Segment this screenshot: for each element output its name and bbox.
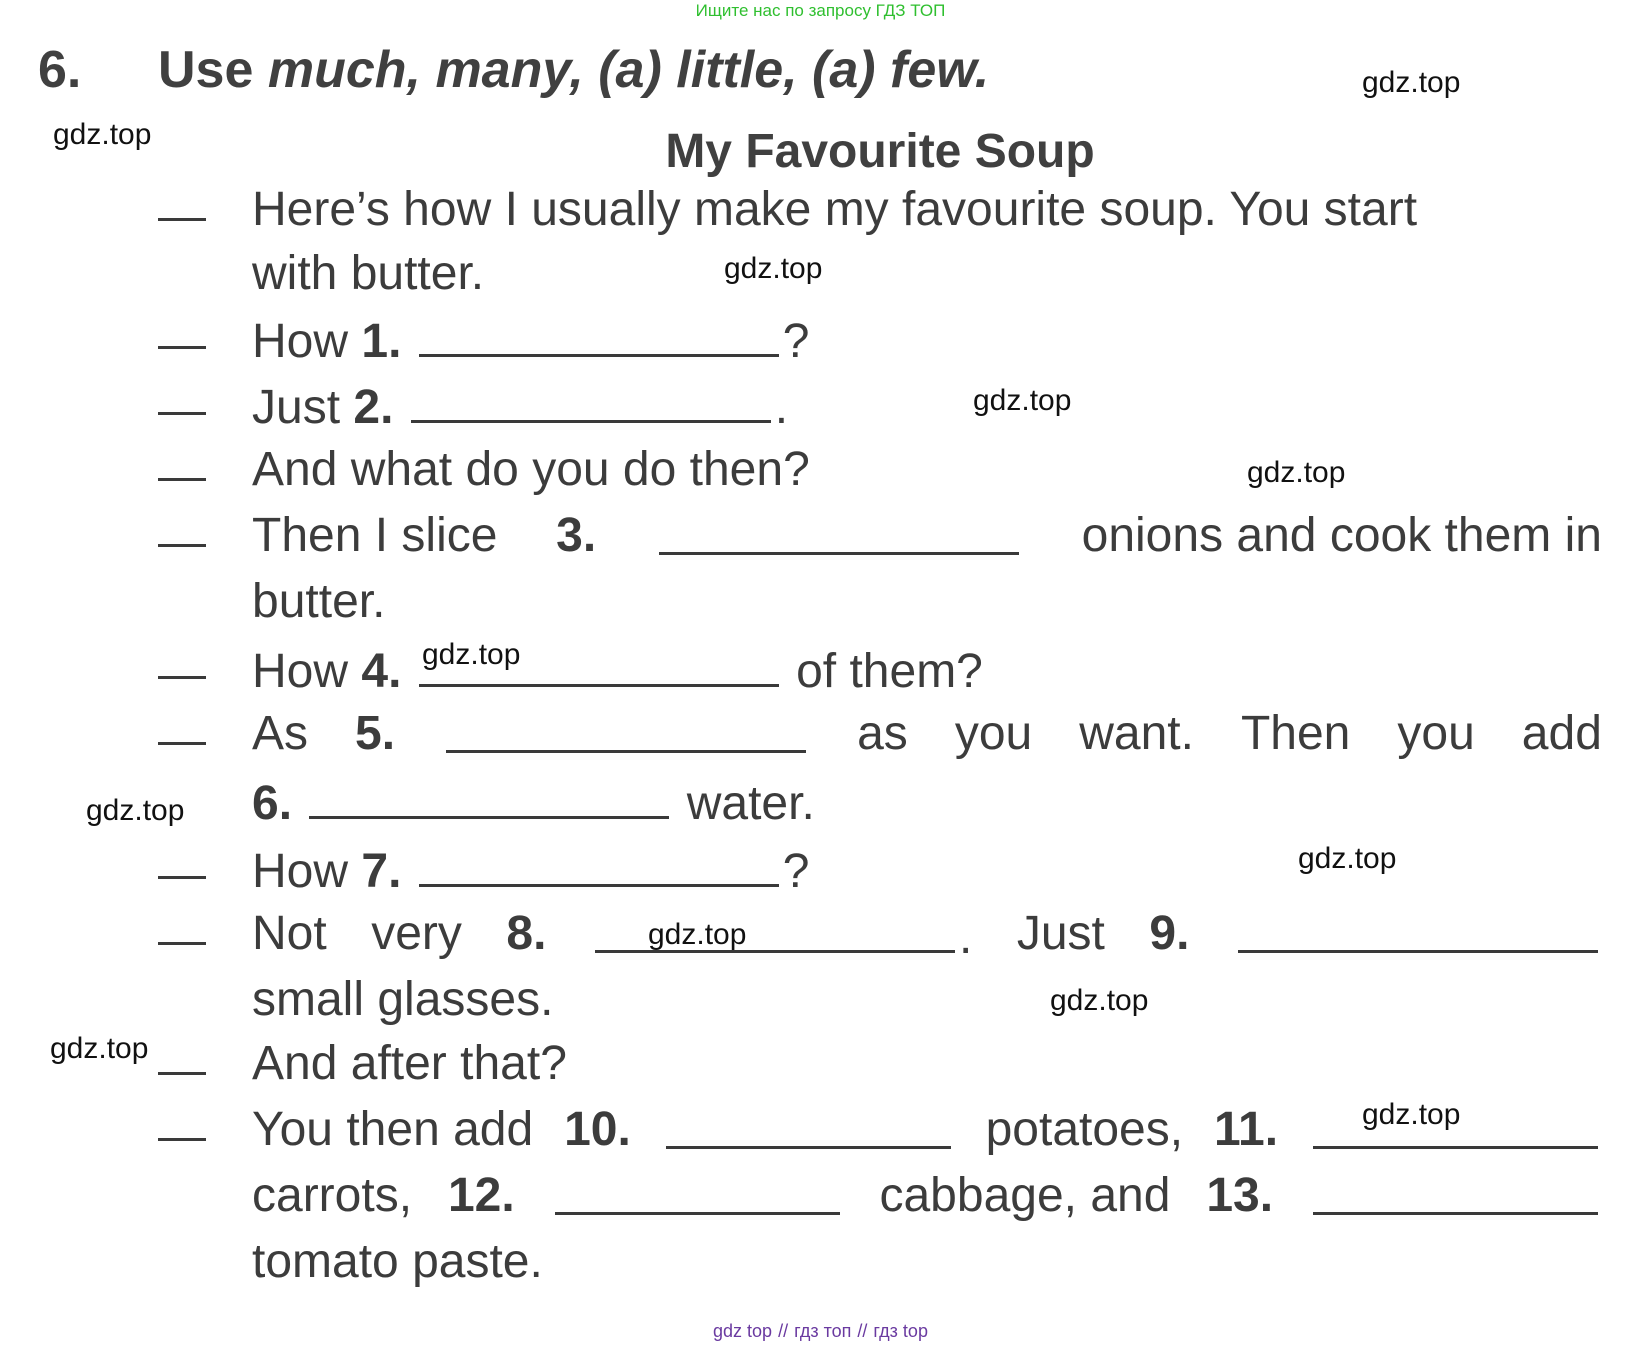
answer-blank[interactable] bbox=[659, 508, 1019, 555]
watermark: gdz.top bbox=[1298, 842, 1397, 875]
task-title-plain: Use bbox=[158, 41, 254, 99]
watermark: gdz.top bbox=[53, 118, 152, 151]
dialogue-line: And after that? bbox=[252, 1037, 567, 1090]
dash bbox=[158, 742, 206, 745]
text: add bbox=[1521, 707, 1602, 760]
dialogue-line: butter. bbox=[252, 575, 386, 628]
dash bbox=[158, 1072, 206, 1075]
dialogue-line bbox=[252, 906, 1602, 965]
text: How bbox=[252, 845, 349, 898]
text: you bbox=[1397, 707, 1475, 760]
dialogue-line: with butter. bbox=[252, 247, 485, 300]
blank-number: 4. bbox=[361, 645, 402, 698]
story-title: My Favourite Soup bbox=[665, 125, 1095, 178]
text: carrots, bbox=[252, 1169, 413, 1222]
task-title-italic: much, many, (a) little, (a) few. bbox=[267, 41, 990, 99]
dash bbox=[158, 942, 206, 945]
text: of them? bbox=[796, 645, 983, 698]
text: How bbox=[252, 315, 349, 368]
watermark: gdz.top bbox=[724, 252, 823, 285]
dialogue-line bbox=[252, 508, 1602, 563]
answer-blank[interactable] bbox=[1238, 906, 1598, 953]
answer-blank[interactable] bbox=[309, 772, 669, 819]
top-banner: Ищите нас по запросу ГДЗ ТОП bbox=[695, 1, 946, 20]
dash bbox=[158, 478, 206, 481]
text: very bbox=[371, 907, 462, 960]
footer-text: gdz top bbox=[713, 1321, 773, 1341]
dash bbox=[158, 1138, 206, 1141]
text: Just bbox=[1016, 907, 1105, 960]
answer-blank[interactable] bbox=[666, 1102, 951, 1149]
dialogue-line: Here’s how I usually make my favourite soup. You start bbox=[252, 183, 1418, 236]
text: Then I slice bbox=[252, 509, 498, 562]
text: as bbox=[857, 707, 908, 760]
text: How bbox=[252, 645, 349, 698]
text: You then add bbox=[252, 1103, 534, 1156]
dialogue-line: small glasses. bbox=[252, 973, 554, 1026]
text: . bbox=[958, 911, 973, 964]
watermark: gdz.top bbox=[1247, 456, 1346, 489]
dash bbox=[158, 412, 206, 415]
watermark: gdz.top bbox=[1050, 984, 1149, 1017]
watermark: gdz.top bbox=[973, 384, 1072, 417]
answer-blank[interactable] bbox=[1313, 1168, 1598, 1215]
watermark: gdz.top bbox=[50, 1032, 149, 1065]
footer-separator: // bbox=[778, 1321, 789, 1341]
text: potatoes, bbox=[985, 1103, 1184, 1156]
text: want. bbox=[1079, 707, 1194, 760]
blank-number: 8. bbox=[506, 907, 547, 960]
footer bbox=[0, 1321, 1641, 1342]
footer-text: гдз топ bbox=[794, 1321, 852, 1341]
dash bbox=[158, 346, 206, 349]
text: cabbage, and bbox=[879, 1169, 1171, 1222]
blank-number: 3. bbox=[556, 509, 597, 562]
text: you bbox=[954, 707, 1033, 760]
dialogue-line bbox=[252, 310, 809, 369]
dialogue-line bbox=[252, 772, 815, 831]
blank-number: 11. bbox=[1213, 1103, 1279, 1156]
dialogue-line bbox=[252, 840, 809, 899]
blank-number: 12. bbox=[447, 1169, 515, 1222]
text: ? bbox=[782, 845, 810, 898]
blank-number: 1. bbox=[361, 315, 402, 368]
dialogue-line bbox=[252, 376, 788, 435]
dialogue-line: And what do you do then? bbox=[252, 443, 810, 496]
watermark: gdz.top bbox=[422, 638, 521, 671]
watermark: gdz.top bbox=[1362, 1098, 1461, 1131]
blank-number: 13. bbox=[1206, 1169, 1274, 1222]
dash bbox=[158, 218, 206, 221]
watermark: gdz.top bbox=[86, 794, 185, 827]
text: Then bbox=[1240, 707, 1351, 760]
text: Just bbox=[252, 381, 341, 434]
footer-separator: // bbox=[857, 1321, 868, 1341]
dialogue-line: tomato paste. bbox=[252, 1235, 543, 1288]
task-number: 6. bbox=[38, 41, 82, 99]
answer-blank[interactable] bbox=[419, 310, 779, 357]
blank-number: 9. bbox=[1149, 907, 1190, 960]
dash bbox=[158, 676, 206, 679]
answer-blank[interactable] bbox=[411, 376, 771, 423]
dash bbox=[158, 876, 206, 879]
blank-number: 10. bbox=[564, 1103, 631, 1156]
text: Not bbox=[252, 907, 327, 960]
text: onions and cook them in bbox=[1081, 509, 1602, 562]
text: As bbox=[252, 707, 309, 760]
blank-number: 6. bbox=[252, 777, 293, 830]
text: . bbox=[774, 381, 789, 434]
dash bbox=[158, 544, 206, 547]
watermark: gdz.top bbox=[1362, 66, 1461, 99]
answer-blank[interactable] bbox=[446, 706, 806, 753]
footer-text: гдз top bbox=[873, 1321, 928, 1341]
answer-blank[interactable] bbox=[555, 1168, 840, 1215]
text: water. bbox=[686, 777, 815, 830]
task-title bbox=[158, 40, 989, 100]
blank-number: 2. bbox=[353, 381, 394, 434]
blank-number: 5. bbox=[355, 707, 396, 760]
watermark: gdz.top bbox=[648, 918, 747, 951]
dialogue-line bbox=[252, 1168, 1602, 1223]
dialogue-line bbox=[252, 706, 1602, 761]
dialogue-line bbox=[252, 640, 983, 699]
answer-blank[interactable] bbox=[419, 840, 779, 887]
blank-number: 7. bbox=[361, 845, 402, 898]
text: ? bbox=[782, 315, 810, 368]
